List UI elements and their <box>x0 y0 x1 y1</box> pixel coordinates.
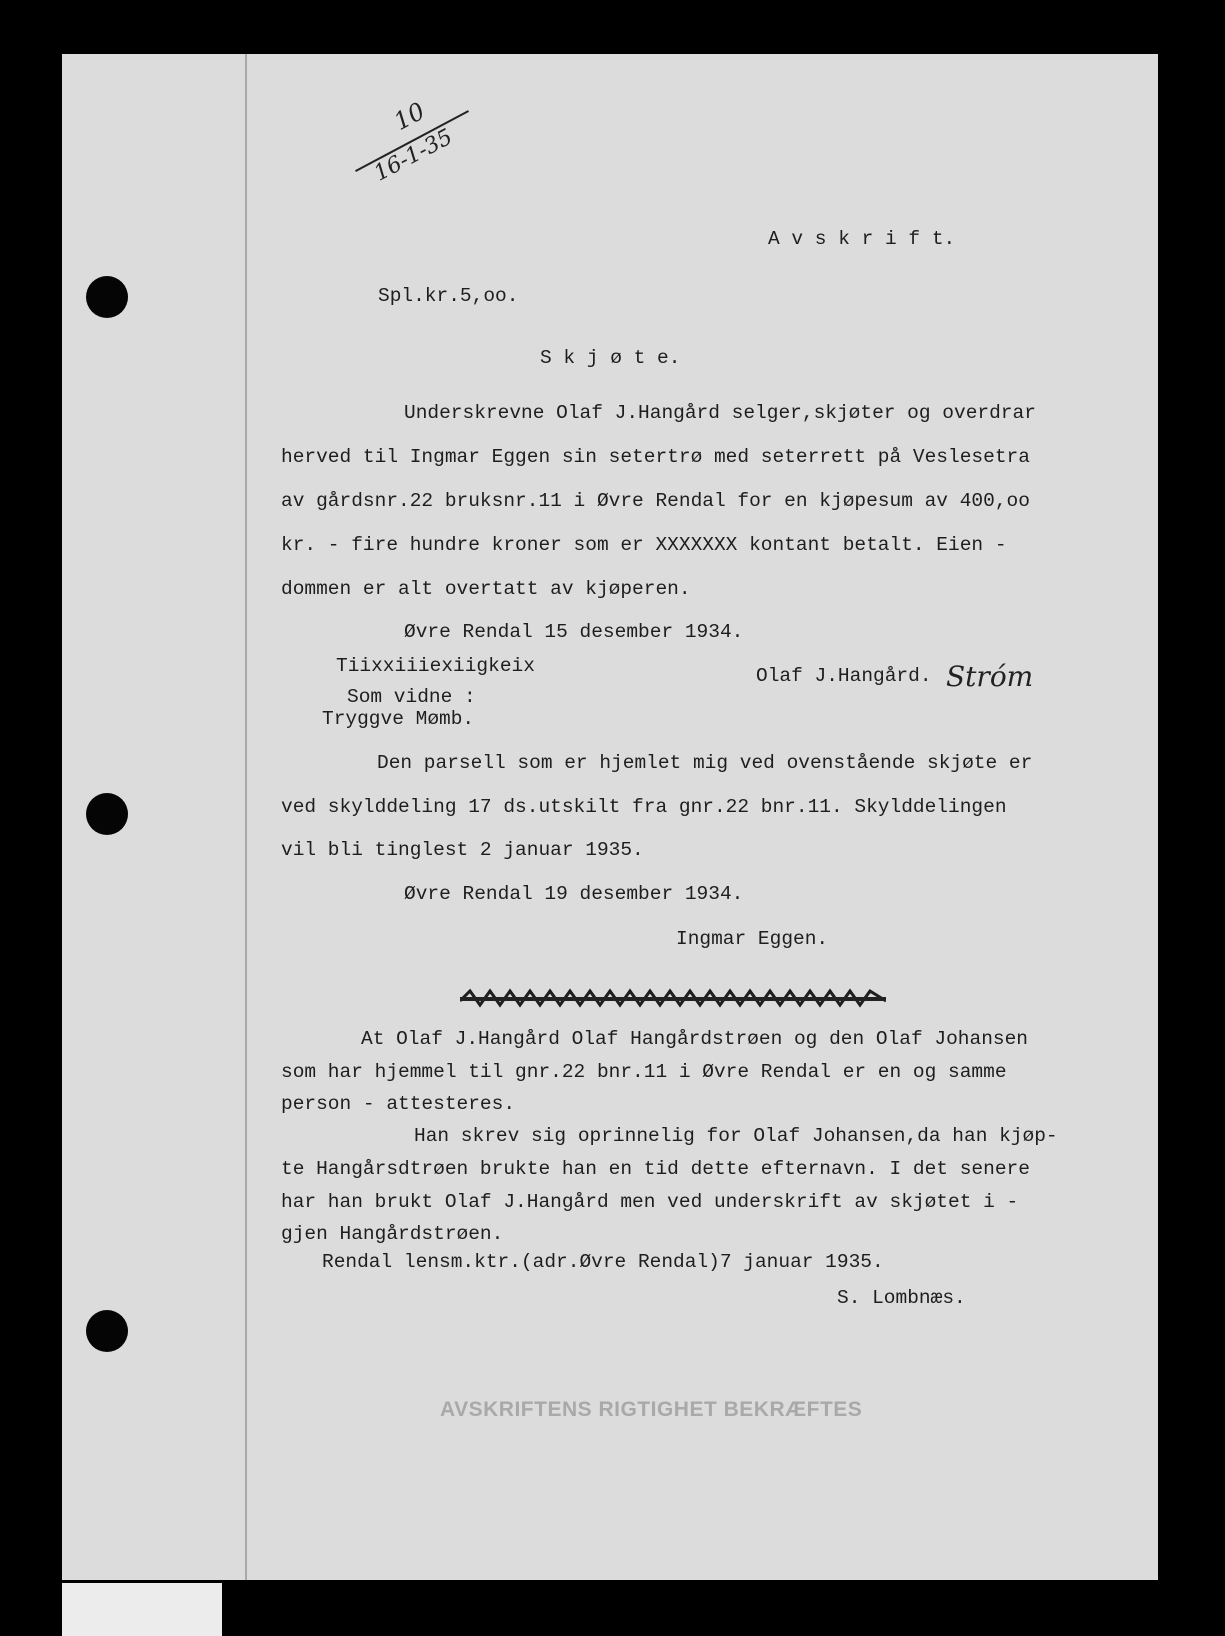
deed-place-date: Øvre Rendal 15 desember 1934. <box>404 621 744 643</box>
film-strip-edge <box>62 1583 222 1636</box>
annotation-number: 10 <box>389 96 430 136</box>
annotation-date: 16-1-35 <box>370 124 457 187</box>
deed-line: av gårdsnr.22 bruksnr.11 i Øvre Rendal for en kjøpesum av 400,oo <box>281 490 1030 512</box>
attest-line: Han skrev sig oprinnelig for Olaf Johansen,da han kjøp- <box>414 1125 1058 1147</box>
attest-place-date: Rendal lensm.ktr.(adr.Øvre Rendal)7 januar 1935. <box>322 1251 884 1273</box>
punch-hole-top <box>86 276 128 318</box>
attest-line: te Hangårsdtrøen brukte han en tid dette efternavn. I det senere <box>281 1158 1030 1180</box>
parcel-place-date: Øvre Rendal 19 desember 1934. <box>404 883 744 905</box>
attest-line: har han brukt Olaf J.Hangård men ved underskrift av skjøtet i - <box>281 1191 1019 1213</box>
parcel-line: ved skylddeling 17 ds.utskilt fra gnr.22 bnr.11. Skylddelingen <box>281 796 1007 818</box>
witness-label: Som vidne : <box>347 686 476 708</box>
struck-out-line: Tiixxiiiexiigkeix <box>336 655 535 677</box>
witness-name: Tryggve Mømb. <box>322 708 475 730</box>
punch-hole-middle <box>86 793 128 835</box>
deed-heading: S k j ø t e. <box>540 347 681 369</box>
struck-heading <box>460 983 886 1013</box>
document-title: A v s k r i f t. <box>768 228 956 250</box>
parcel-line: Den parsell som er hjemlet mig ved ovenstående skjøte er <box>377 752 1033 774</box>
deed-line: Underskrevne Olaf J.Hangård selger,skjøter og overdrar <box>404 402 1036 424</box>
strikethrough-line <box>460 997 886 1001</box>
attest-line: gjen Hangårdstrøen. <box>281 1223 504 1245</box>
punch-hole-bottom <box>86 1310 128 1352</box>
margin-line <box>245 54 247 1580</box>
fee-line: Spl.kr.5,oo. <box>378 285 519 307</box>
deed-line: kr. - fire hundre kroner som er XXXXXXX kontant betalt. Eien - <box>281 534 1007 556</box>
buyer-signature: Ingmar Eggen. <box>676 928 829 950</box>
attest-line: At Olaf J.Hangård Olaf Hangårdstrøen og den Olaf Johansen <box>361 1028 1029 1050</box>
deed-line: dommen er alt overtatt av kjøperen. <box>281 578 691 600</box>
attest-line: som har hjemmel til gnr.22 bnr.11 i Øvre Rendal er en og samme <box>281 1061 1007 1083</box>
attest-line: person - attesteres. <box>281 1093 516 1115</box>
parcel-line: vil bli tinglest 2 januar 1935. <box>281 839 644 861</box>
attest-signature: S. Lombnæs. <box>837 1287 966 1309</box>
seller-handwritten-signature: Stróm <box>946 660 1034 693</box>
deed-line: herved til Ingmar Eggen sin setertrø med seterrett på Veslesetra <box>281 446 1030 468</box>
seller-signature: Olaf J.Hangård. <box>756 665 932 687</box>
certification-stamp: AVSKRIFTENS RIGTIGHET BEKRÆFTES <box>440 1398 863 1421</box>
